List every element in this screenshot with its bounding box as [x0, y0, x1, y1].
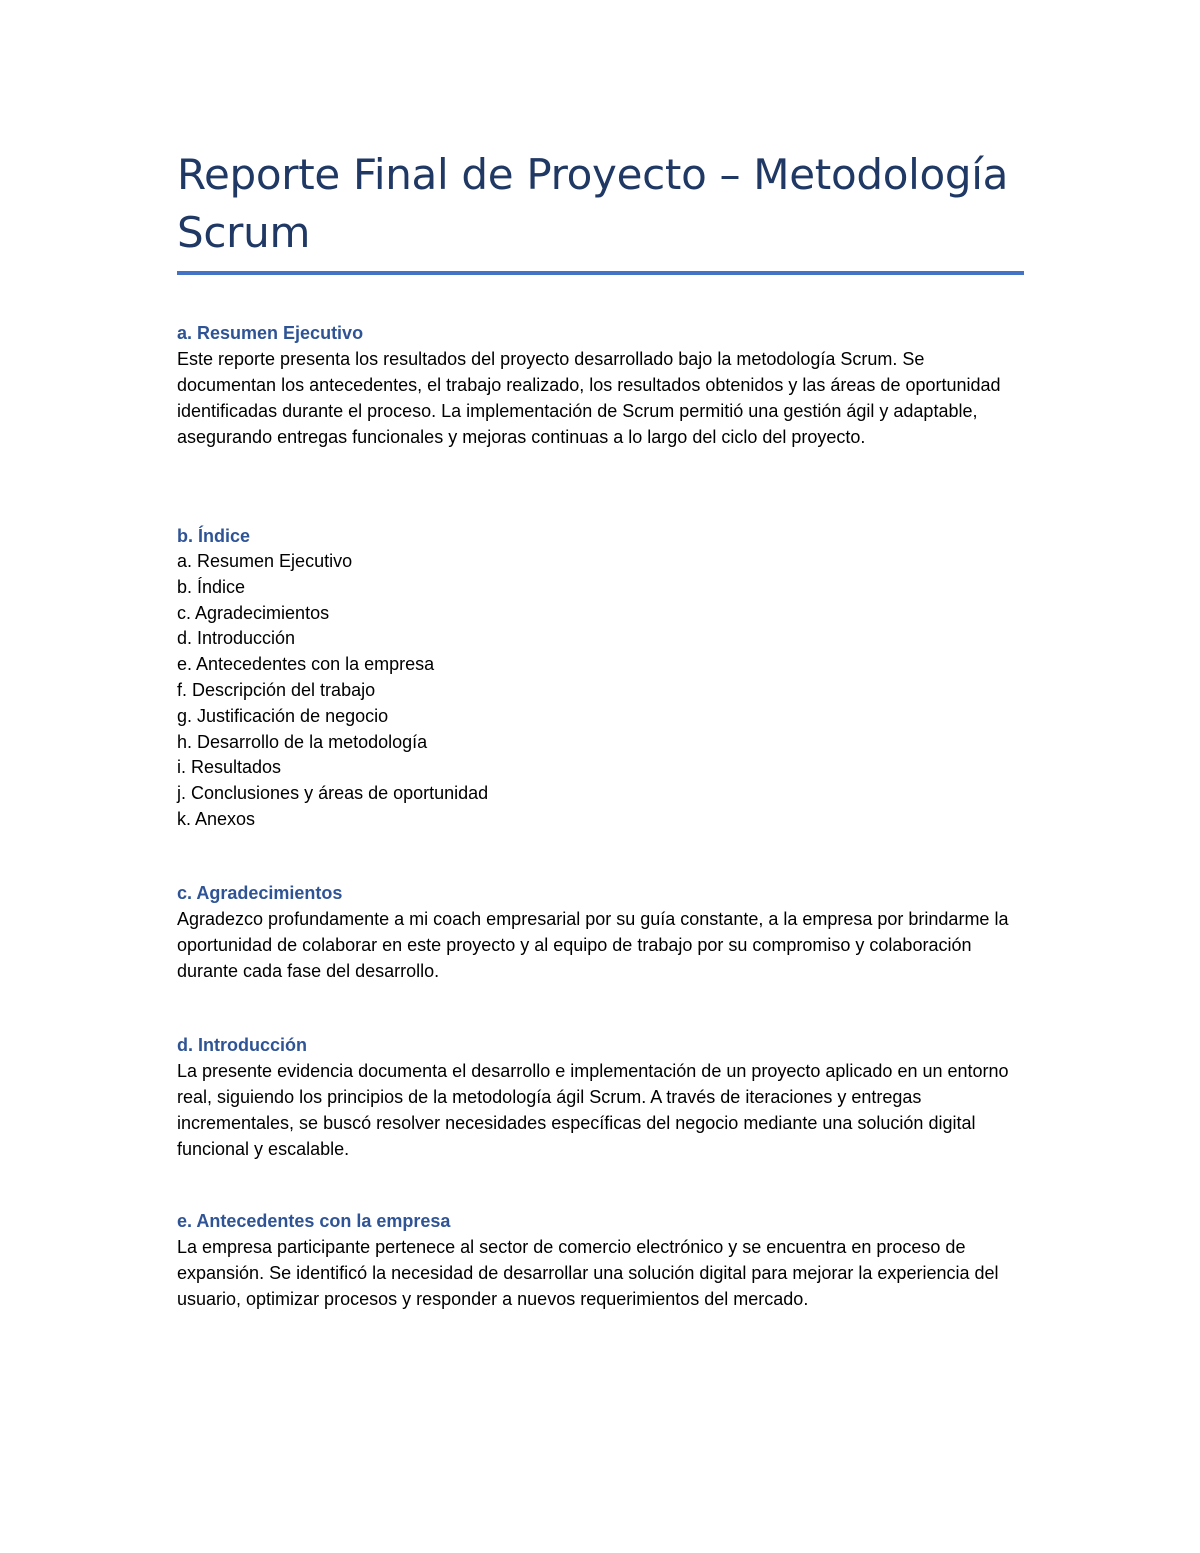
toc-item: i. Resultados — [177, 757, 282, 778]
toc-item: f. Descripción del trabajo — [177, 679, 376, 700]
section-heading: e. Antecedentes con la empresa — [177, 1211, 451, 1231]
toc-item: d. Introducción — [177, 628, 296, 649]
section-indice — [177, 523, 1025, 833]
toc-item: k. Anexos — [177, 808, 256, 829]
section-antecedentes — [177, 1208, 1025, 1312]
toc-item: j. Conclusiones y áreas de oportunidad — [177, 783, 489, 804]
title-underline — [177, 271, 1024, 275]
toc-item: a. Resumen Ejecutivo — [177, 551, 353, 571]
toc-item: c. Agradecimientos — [177, 602, 330, 623]
section-agradecimientos — [177, 880, 1025, 984]
section-body: La presente evidencia documenta el desarrollo e implementación de un proyecto aplicado en un entorno real, siguiendo los principios de la metodología ágil Scrum. A través de iteraciones y entregas incrementales, se buscó resolver necesidades específicas del negocio mediante una solución digital funcional y escalable. — [177, 1061, 1009, 1159]
document-title: Reporte Final de Proyecto – Metodología Scrum — [177, 150, 1009, 257]
toc-item: h. Desarrollo de la metodología — [177, 731, 428, 752]
toc-item: e. Antecedentes con la empresa — [177, 654, 435, 675]
section-heading: a. Resumen Ejecutivo — [177, 323, 364, 343]
toc-item: g. Justificación de negocio — [177, 705, 389, 726]
section-heading: b. Índice — [177, 526, 251, 546]
section-resumen-ejecutivo — [177, 320, 1025, 450]
table-of-contents — [177, 549, 1025, 833]
section-body: Agradezco profundamente a mi coach empresarial por su guía constante, a la empresa por brindarme la oportunidad de colaborar en este proyecto y al equipo de trabajo por su compromiso y colaboración durante cada fase del desarrollo. — [177, 909, 1009, 981]
section-body: Este reporte presenta los resultados del proyecto desarrollado bajo la metodología Scrum. Se documentan los antecedentes, el trabajo realizado, los resultados obtenidos y las áreas de oportunidad identificadas durante el proceso. La implementación de Scrum permitió una gestión ágil y adaptable, asegurando entregas funcionales y mejoras continuas a lo largo del ciclo del proyecto. — [177, 349, 1001, 447]
section-heading: d. Introducción — [177, 1035, 307, 1055]
section-introduccion — [177, 1032, 1025, 1162]
section-heading: c. Agradecimientos — [177, 883, 343, 903]
section-body: La empresa participante pertenece al sector de comercio electrónico y se encuentra en proceso de expansión. Se identificó la necesidad de desarrollar una solución digital para mejorar la experiencia del usuario, optimizar procesos y responder a nuevos requerimientos del mercado. — [177, 1237, 999, 1309]
toc-item: b. Índice — [177, 576, 246, 597]
